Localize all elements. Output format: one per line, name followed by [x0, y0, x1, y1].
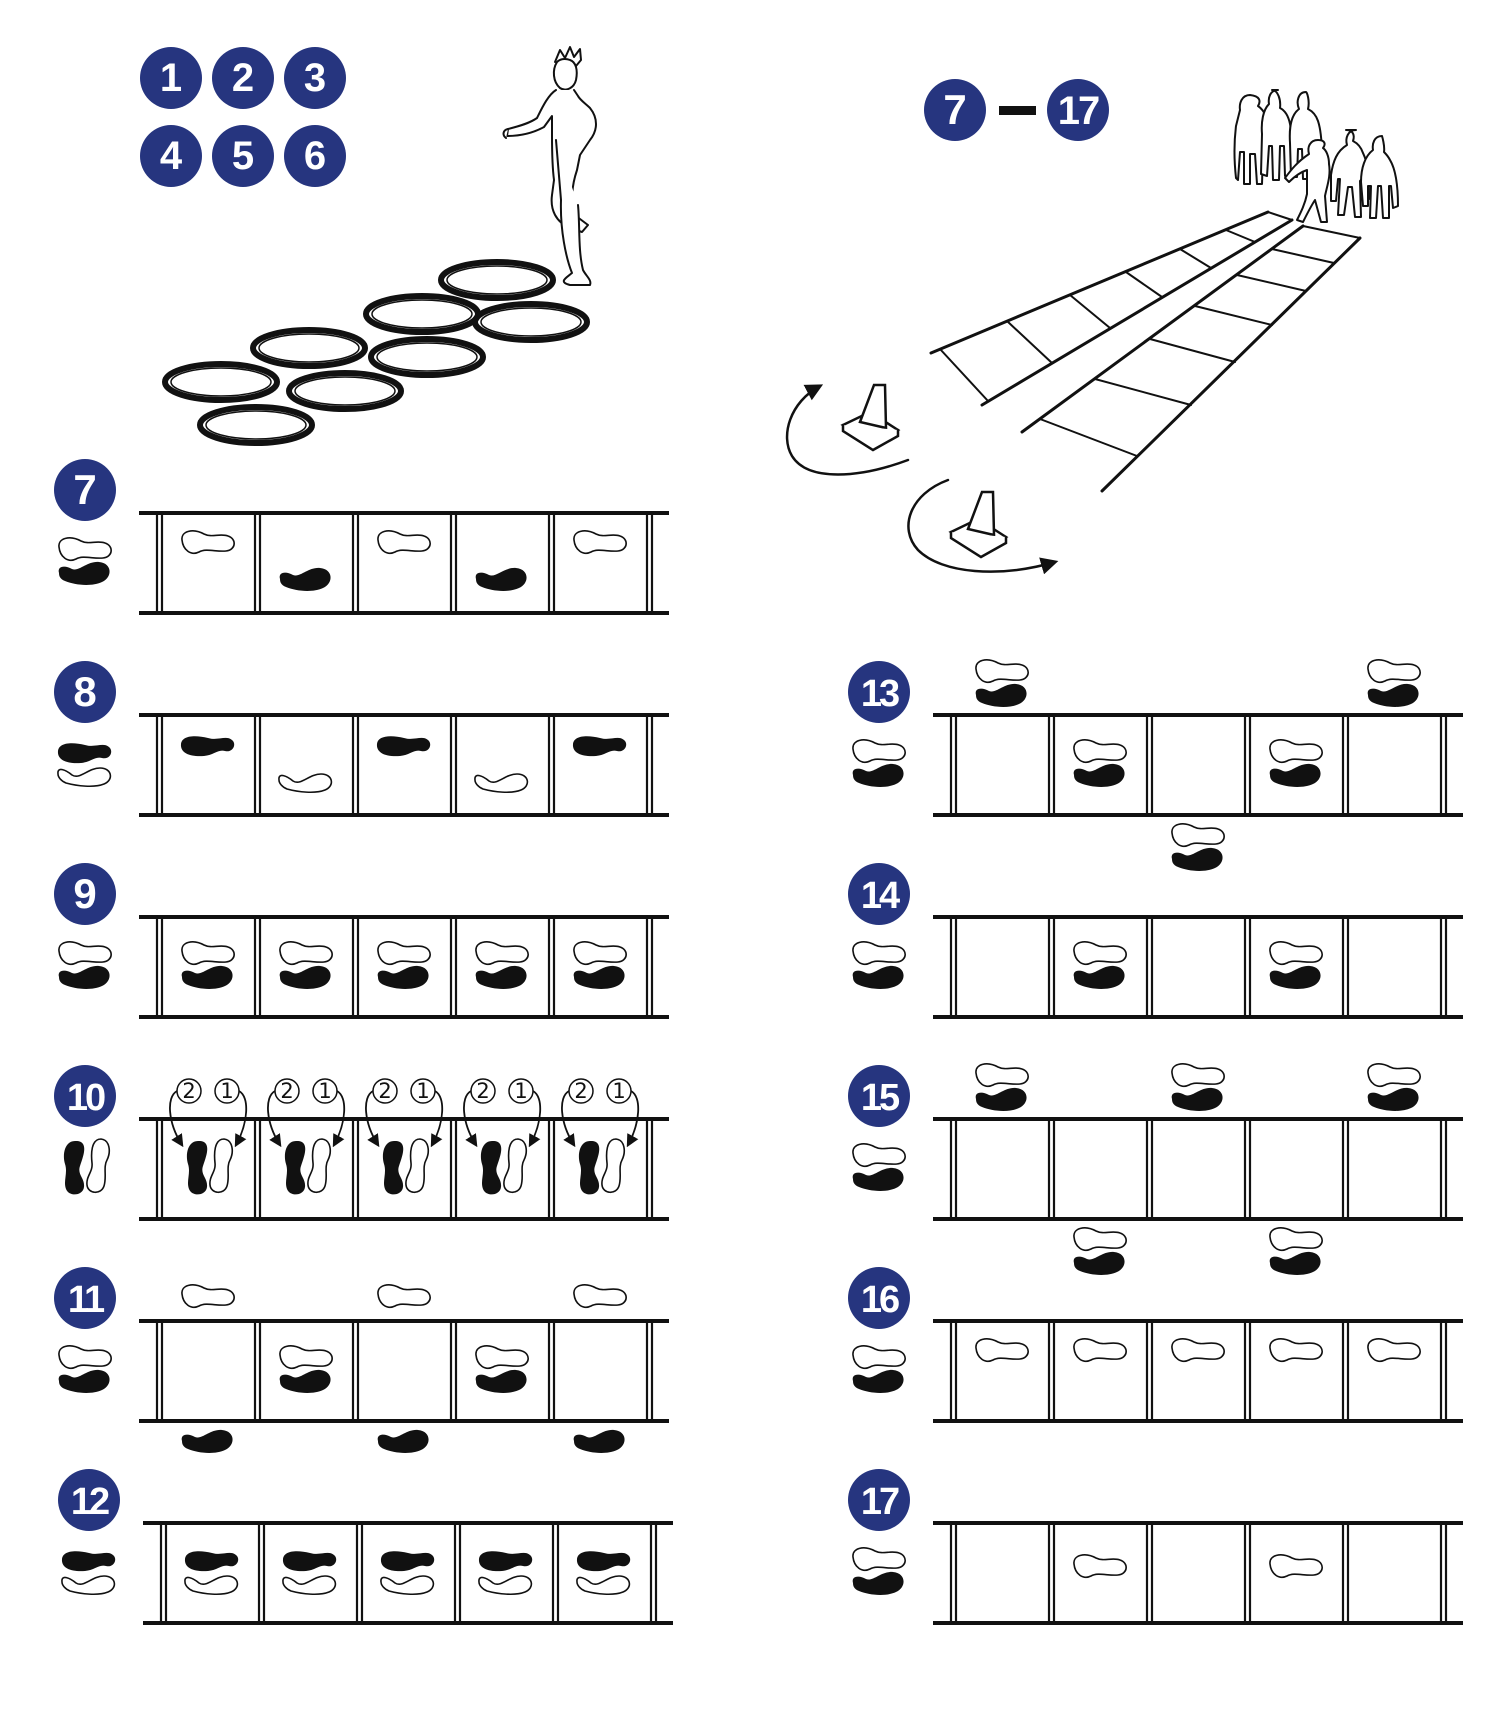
step-order-marker [607, 1079, 631, 1103]
outside-below-footprint-icon [1074, 1228, 1126, 1275]
drill-number-badge [54, 1065, 116, 1127]
legend-footwork-icon [853, 1144, 905, 1191]
step-footprint-icon [187, 1139, 232, 1194]
step-order-marker [471, 1079, 495, 1103]
badge-2-label: 2 [231, 56, 255, 100]
step-footprint-icon [577, 1551, 630, 1594]
badge-4-label: 4 [159, 134, 183, 178]
step-order-label: 1 [318, 1079, 332, 1103]
step-footprint-icon [283, 1551, 336, 1594]
step-footprint-icon [185, 1551, 238, 1594]
hoop [371, 339, 483, 375]
agility-ladders-illustration [787, 212, 1360, 572]
drill-9 [54, 863, 669, 1017]
drill-number-badge [848, 1065, 910, 1127]
step-order-label: 2 [182, 1079, 196, 1103]
drill-number-badge [848, 1469, 910, 1531]
step-footprint-icon [476, 942, 528, 989]
group-of-players-icon [1235, 90, 1399, 222]
step-order-label: 1 [416, 1079, 430, 1103]
step-footprint-icon [573, 736, 626, 756]
drill-number-badge [58, 1469, 120, 1531]
step-order-label: 1 [612, 1079, 626, 1103]
step-footprint-icon [280, 1346, 332, 1393]
badge-1 [140, 47, 202, 109]
step-footprint-icon [182, 942, 234, 989]
drill-8 [54, 661, 669, 815]
hoop [253, 330, 365, 366]
outside-below-footprint-icon [574, 1430, 625, 1453]
step-footprint-icon [574, 531, 626, 553]
drill-number-label: 11 [67, 1279, 103, 1321]
hoop [441, 262, 553, 298]
outside-above-footprint-icon [1172, 1064, 1224, 1111]
step-footprint-icon [182, 531, 234, 553]
outside-above-footprint-icon [574, 1285, 626, 1307]
step-order-label: 2 [378, 1079, 392, 1103]
step-footprint-icon [1172, 1339, 1224, 1361]
hoop [200, 407, 312, 443]
outside-above-footprint-icon [1368, 660, 1420, 707]
cone-icon [951, 492, 1006, 557]
hoop [475, 304, 587, 340]
drill-diagrams [54, 459, 1463, 1623]
step-footprint-icon [285, 1139, 330, 1194]
outside-above-footprint-icon [378, 1285, 430, 1307]
drill-number-badge [848, 863, 910, 925]
step-order-marker [177, 1079, 201, 1103]
step-order-marker [373, 1079, 397, 1103]
hoop [165, 364, 277, 400]
step-footprint-icon [378, 531, 430, 553]
drill-number-label: 10 [66, 1077, 104, 1119]
step-footprint-icon [476, 1346, 528, 1393]
badge-6-label: 6 [303, 134, 327, 178]
drill-range-badge-7-17 [924, 79, 1109, 141]
step-order-label: 2 [476, 1079, 490, 1103]
drill-number-badge [54, 459, 116, 521]
step-footprint-icon [1270, 740, 1322, 787]
drill-number-label: 9 [73, 870, 97, 917]
drill-7 [54, 459, 669, 613]
step-order-marker [411, 1079, 435, 1103]
step-footprint-icon [280, 942, 332, 989]
badge-3 [284, 47, 346, 109]
step-footprint-icon [1270, 1339, 1322, 1361]
step-footprint-icon [579, 1139, 624, 1194]
drill-number-label: 8 [73, 668, 97, 715]
drill-number-badge [54, 661, 116, 723]
drill-number-label: 14 [860, 875, 898, 917]
step-order-label: 1 [220, 1079, 234, 1103]
legend-footwork-icon [59, 1346, 111, 1393]
drill-17 [848, 1469, 1463, 1623]
hoop [289, 373, 401, 409]
drill-10 [54, 1065, 669, 1219]
legend-footwork-icon [59, 942, 111, 989]
step-order-label: 2 [574, 1079, 588, 1103]
drill-number-badge [54, 1267, 116, 1329]
step-footprint-icon [383, 1139, 428, 1194]
step-order-marker [569, 1079, 593, 1103]
cone-icon [843, 385, 898, 450]
step-footprint-icon [181, 736, 234, 756]
drill-13 [848, 660, 1463, 871]
step-order-label: 1 [514, 1079, 528, 1103]
legend-footwork-icon [59, 538, 111, 585]
step-order-marker [215, 1079, 239, 1103]
hopping-figure-icon [504, 47, 596, 285]
outside-above-footprint-icon [976, 660, 1028, 707]
badge-6 [284, 125, 346, 187]
step-footprint-icon [381, 1551, 434, 1594]
drill-number-label: 16 [860, 1279, 898, 1321]
legend-footwork-icon [853, 942, 905, 989]
step-footprint-icon [279, 774, 331, 792]
step-order-label: 2 [280, 1079, 294, 1103]
step-footprint-icon [475, 774, 527, 792]
drill-number-badge [848, 1267, 910, 1329]
badge-3-label: 3 [303, 56, 327, 100]
outside-above-footprint-icon [182, 1285, 234, 1307]
drill-12 [58, 1469, 673, 1623]
hoop [366, 296, 478, 332]
step-footprint-icon [1270, 942, 1322, 989]
range-dash [999, 106, 1036, 115]
step-order-marker [313, 1079, 337, 1103]
drill-16 [848, 1267, 1463, 1421]
badge-4 [140, 125, 202, 187]
step-footprint-icon [1074, 740, 1126, 787]
drill-number-label: 13 [860, 673, 898, 715]
step-order-marker [275, 1079, 299, 1103]
step-footprint-icon [1074, 1339, 1126, 1361]
drill-number-badge [848, 661, 910, 723]
ladder-left [931, 212, 1292, 405]
step-footprint-icon [1074, 942, 1126, 989]
outside-below-footprint-icon [1172, 824, 1224, 871]
drill-11 [54, 1267, 669, 1453]
legend-footwork-icon [62, 1551, 115, 1594]
legend-footwork-icon [853, 1346, 905, 1393]
step-footprint-icon [377, 736, 430, 756]
drill-number-label: 15 [860, 1077, 898, 1119]
outside-below-footprint-icon [182, 1430, 233, 1453]
badge-17-range [1047, 79, 1109, 141]
drill-number-label: 17 [860, 1481, 898, 1523]
range-end-label: 17 [1057, 89, 1099, 133]
badge-5 [212, 125, 274, 187]
step-order-marker [509, 1079, 533, 1103]
outside-above-footprint-icon [1368, 1064, 1420, 1111]
legend-footwork-icon [853, 740, 905, 787]
outside-below-footprint-icon [378, 1430, 429, 1453]
step-footprint-icon [1074, 1555, 1126, 1577]
badge-7-range [924, 79, 986, 141]
badge-1-label: 1 [159, 56, 183, 100]
outside-above-footprint-icon [976, 1064, 1028, 1111]
drill-number-badge [54, 863, 116, 925]
step-footprint-icon [1368, 1339, 1420, 1361]
step-footprint-icon [479, 1551, 532, 1594]
step-footprint-icon [976, 1339, 1028, 1361]
drill-15 [848, 1064, 1463, 1275]
step-footprint-icon [574, 942, 626, 989]
drill-number-label: 12 [70, 1481, 108, 1523]
ladder-right [1022, 226, 1360, 491]
badge-2 [212, 47, 274, 109]
drill-number-badges-1-6 [140, 47, 346, 187]
legend-footwork-icon [58, 743, 111, 786]
legend-footwork-icon [64, 1139, 109, 1194]
drill-number-label: 7 [73, 466, 97, 513]
step-footprint-icon [280, 568, 331, 591]
badge-5-label: 5 [231, 134, 255, 178]
range-start-label: 7 [943, 86, 967, 133]
step-footprint-icon [476, 568, 527, 591]
step-footprint-icon [1270, 1555, 1322, 1577]
step-footprint-icon [481, 1139, 526, 1194]
step-footprint-icon [378, 942, 430, 989]
hoop-grid-illustration [165, 262, 587, 443]
outside-below-footprint-icon [1270, 1228, 1322, 1275]
legend-footwork-icon [853, 1548, 905, 1595]
drill-14 [848, 863, 1463, 1017]
